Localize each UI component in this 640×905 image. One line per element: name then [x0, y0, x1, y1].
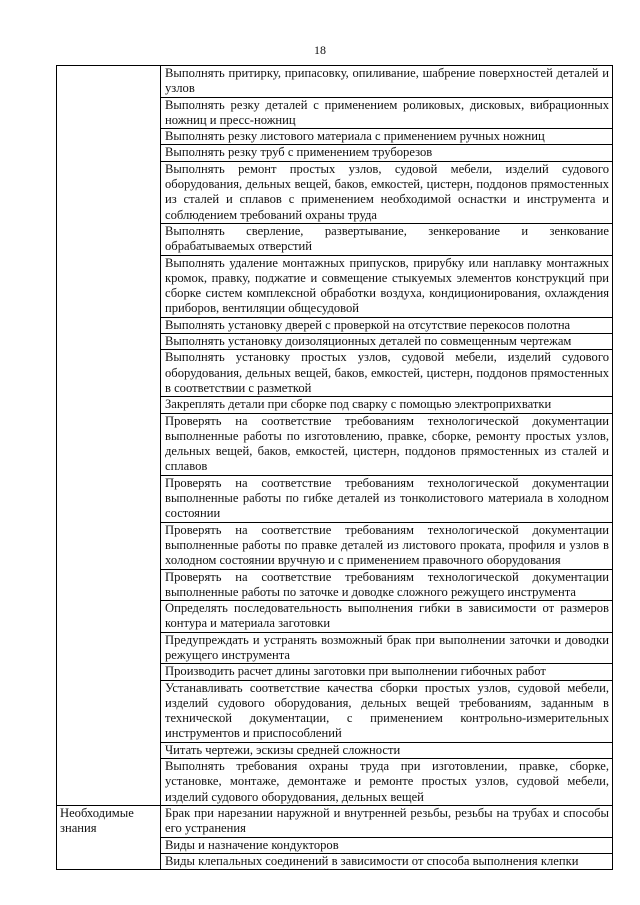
table-row	[57, 66, 613, 98]
skills-item: Проверять на соответствие требованиям технологической документации выполненные работы по изготовлению, правке, сборке, ремонту простых узлов, дельных вещей, баков, емкостей, цистерн, поддонов прямостенных из сталей и сплавов	[161, 413, 613, 475]
skills-item: Устанавливать соответствие качества сборки простых узлов, судовой мебели, изделий судового оборудования, дельных вещей требованиям, заданным в технической документации, с применением контрольно-измерительных инструментов и приспособлений	[161, 680, 613, 742]
skills-item: Выполнять резку труб с применением труборезов	[161, 145, 613, 161]
skills-item: Закреплять детали при сборке под сварку с помощью электроприхватки	[161, 397, 613, 413]
skills-item: Определять последовательность выполнения гибки в зависимости от размеров контура и материала заготовки	[161, 601, 613, 633]
skills-item: Выполнять удаление монтажных припусков, прирубку или наплавку монтажных кромок, правку, поджатие и совмещение стыкуемых элементов конструкций при сборке систем комплексной обработки воздуха, кондиционирования, охлаждения приборов, вентиляции общесудовой	[161, 255, 613, 317]
table-row	[57, 805, 613, 837]
skills-item: Выполнять сверление, развертывание, зенкерование и зенкование обрабатываемых отверстий	[161, 223, 613, 255]
knowledge-section-label: Необходимые знания	[57, 805, 161, 869]
skills-item: Выполнять притирку, припасовку, опиливание, шабрение поверхностей деталей и узлов	[161, 66, 613, 98]
skills-item: Проверять на соответствие требованиям технологической документации выполненные работы по заточке и доводке сложного режущего инструмента	[161, 569, 613, 601]
knowledge-item: Брак при нарезании наружной и внутренней резьбы, резьбы на трубах и способы его устранения	[161, 805, 613, 837]
skills-item: Проверять на соответствие требованиям технологической документации выполненные работы по гибке деталей из тонколистового материала в холодном состоянии	[161, 475, 613, 522]
requirements-table	[56, 65, 613, 870]
skills-item: Выполнять установку простых узлов, судовой мебели, изделий судового оборудования, дельных вещей, баков, емкостей, цистерн, поддонов прямостенных в соответствии с разметкой	[161, 350, 613, 397]
skills-item: Производить расчет длины заготовки при выполнении гибочных работ	[161, 664, 613, 680]
knowledge-item: Виды и назначение кондукторов	[161, 837, 613, 853]
skills-item: Выполнять установку дверей с проверкой на отсутствие перекосов полотна	[161, 317, 613, 333]
skills-item: Читать чертежи, эскизы средней сложности	[161, 742, 613, 758]
skills-item: Проверять на соответствие требованиям технологической документации выполненные работы по правке деталей из листового проката, профиля и узлов в холодном состоянии вручную и с применением правочного оборудования	[161, 522, 613, 569]
requirements-table-body	[57, 66, 613, 870]
skills-item: Выполнять резку листового материала с применением ручных ножниц	[161, 129, 613, 145]
skills-item: Выполнять резку деталей с применением роликовых, дисковых, вибрационных ножниц и пресс-ножниц	[161, 97, 613, 129]
skills-item: Выполнять установку доизоляционных деталей по совмещенным чертежам	[161, 334, 613, 350]
knowledge-item: Виды клепальных соединений в зависимости от способа выполнения клепки	[161, 853, 613, 869]
skills-item: Выполнять требования охраны труда при изготовлении, правке, сборке, установке, монтаже, демонтаже и ремонте простых узлов, судовой мебели, изделий судового оборудования, дельных вещей	[161, 759, 613, 806]
skills-item: Предупреждать и устранять возможный брак при выполнении заточки и доводки режущего инструмента	[161, 632, 613, 664]
skills-section-label	[57, 66, 161, 806]
page-number: 18	[314, 43, 326, 57]
skills-item: Выполнять ремонт простых узлов, судовой мебели, изделий судового оборудования, дельных вещей, баков, емкостей, цистерн, поддонов прямостенных из сталей и сплавов с применением необходимой оснастки и инструмента и соблюдением требований охраны труда	[161, 161, 613, 223]
